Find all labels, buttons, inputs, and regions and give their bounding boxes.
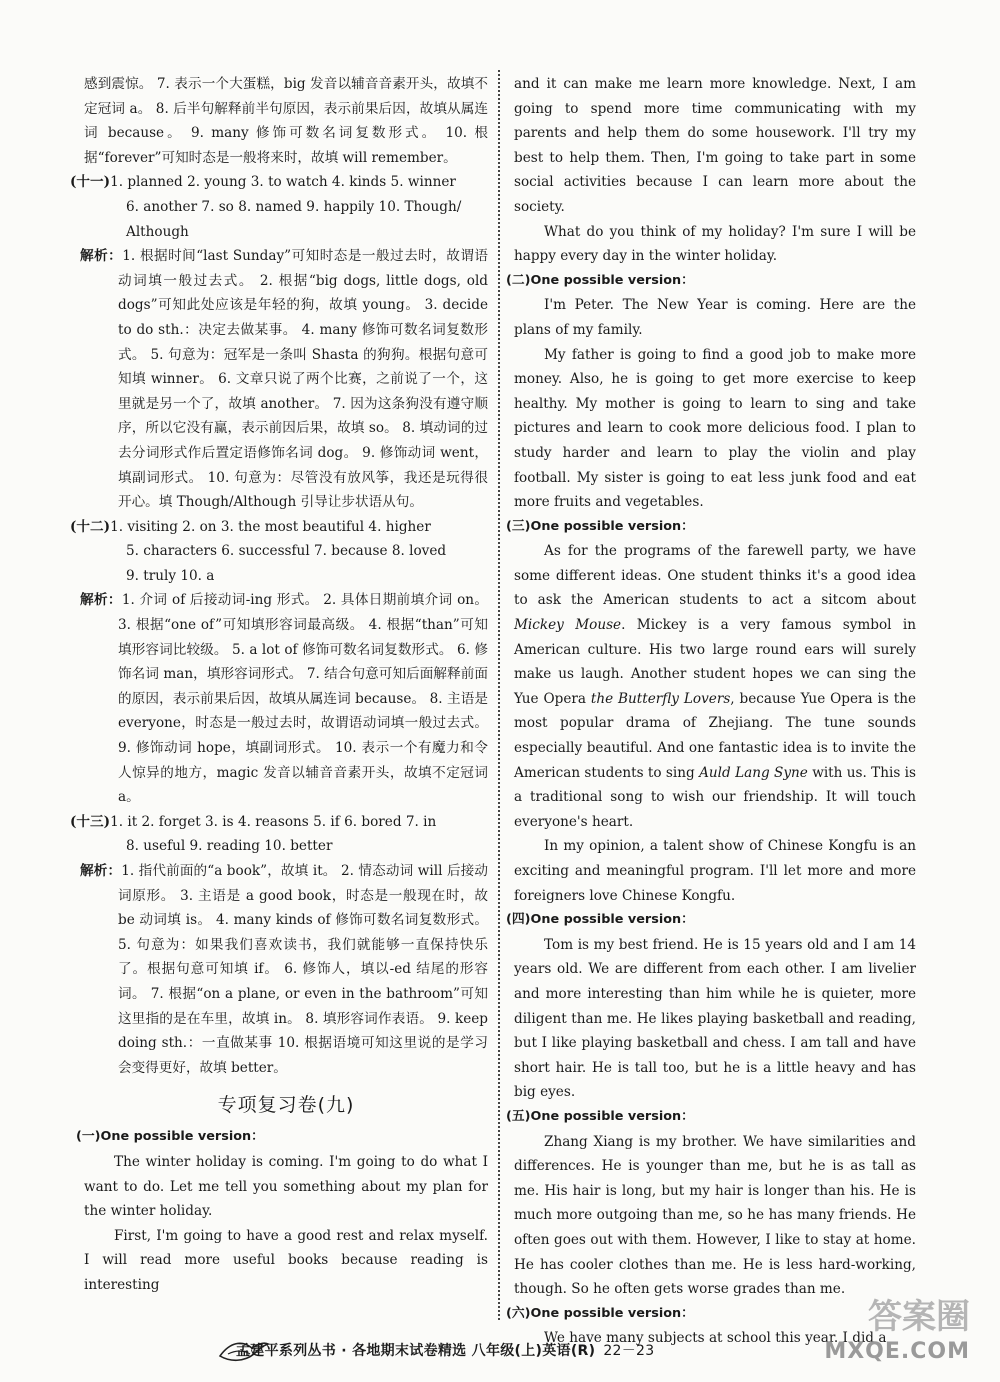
answer-set-label: (十二) (70, 518, 111, 535)
analysis-label: 解析： (80, 248, 123, 265)
essay-paragraph: We have many subjects at school this year. I did a (544, 1330, 887, 1347)
essay-heading-2: (二)One possible version： (506, 272, 694, 288)
essay-paragraph: and it can make me learn more knowledge. Next, I am going to spend more time communicating with my parents and help them do some housework. I'll try my best to help them. Then, I'm going to take part in some social activities because I can learn more about the society. (514, 76, 916, 215)
essay-heading-5: (五)One possible version： (506, 1108, 694, 1124)
answer-explanation-continued: 感到震惊。 7. 表示一个大蛋糕，big 发音以辅音音素开头，故填不定冠词 a。 8. 后半句解释前半句原因，表示前果后因，故填从属连词 because。 9. many 修饰可数名词复数形式。 10. 根据“forever”可知时态是一般将来时，故填 will remember。 (84, 76, 488, 166)
title-mickey-mouse: Mickey Mouse (514, 617, 622, 634)
answer-line: 8. useful 9. reading 10. better (126, 838, 333, 855)
essay-text: with us. This is a traditional song to wish our friendship. It will touch everyone's heart. (514, 764, 916, 830)
essay-paragraph: In my opinion, a talent show of Chinese Kongfu is an exciting and meaningful program. I'll let more and more foreigners love Chinese Kongfu. (514, 838, 916, 904)
answer-set-label: (十一) (70, 174, 111, 191)
answer-line: Although (126, 223, 189, 240)
analysis-12 (80, 588, 488, 809)
essay-paragraph: Zhang Xiang is my brother. We have similarities and differences. He is younger than me, but he is as tall as me. His hair is long, but my hair is longer than his. He is much more outgoing than me, so he has many friends. He often goes out with them. However, I like to stay at home. He has cooler clothes than me. He is less hard-working, though. So he often gets worse grades than me. (514, 1133, 916, 1298)
analysis-text: 1. 介词 of 后接动词-ing 形式。 2. 具体日期前填介词 on。 3. 根据“one of”可知填形容词最高级。 4. 根据“than”可知填形容词比较级。 5. a lot of 修饰可数名词复数形式。 6. 修饰名词 man，填形容词形式。 7. 结合句意可知后面解释前面的原因，表示前果后因，故填从属连词 because。 8. 主语是 everyone，时态是一般过去时，故谓语动词填一般过去式。 9. 修饰动词 hope，填副词形式。 10. 表示一个有魔力和令人惊异的地方，magic 发音以辅音音素开头，故填不定冠词 a。 (118, 592, 489, 806)
answer-set-13 (70, 810, 488, 835)
analysis-11 (80, 244, 488, 515)
title-auld-lang-syne: Auld Lang Syne (699, 764, 808, 781)
essay-text: , because Yue Opera is the most popular drama of Zhejiang. The tune sounds especially beautiful. And one fantastic idea is to invite the American students to sing (514, 690, 916, 781)
answer-line: 1. visiting 2. on 3. the most beautiful 4. higher (110, 518, 431, 535)
essay-paragraph: My father is going to find a good job to make more money. Also, he is going to get more exercise to keep healthy. My mother is going to learn to sing and take pictures and learn to cook more delicious food. I plan to study harder and learn to play the violin and play football. My sister is going to eat less junk food and eat more fruits and vegetables. (514, 346, 916, 511)
essay-paragraph: The winter holiday is coming. I'm going to do what I want to do. Let me tell you something about my plan for the winter holiday. (84, 1153, 488, 1220)
title-butterfly-lovers: the Butterfly Lovers (590, 690, 731, 707)
essay-paragraph: What do you think of my holiday? I'm sure I will be happy every day in the winter holiday. (514, 223, 916, 265)
analysis-label: 解析： (80, 592, 122, 609)
answer-set-12 (70, 515, 488, 540)
essay-heading-1: (一)One possible version： (76, 1129, 264, 1145)
essay-text: . Mickey is a very famous symbol in American culture. His two large round ears will surely make us laugh. Another student hopes we can sing the Yue Opera (514, 617, 916, 707)
watermark-logo: 答案圈 (868, 1297, 970, 1337)
footer-series: 孟建平系列丛书 · 各地期末试卷精选 八年级(上)英语(R) (236, 1343, 596, 1359)
essay-paragraph: Tom is my best friend. He is 15 years old and I am 14 years old. We are different from each other. I am livelier and more interesting than him while he is quieter, more diligent than me. He likes playing basketball and reading, but I like playing basketball and chess. I am tall and have short hair. He is tall too, but he is a little heavy and has big eyes. (514, 936, 916, 1101)
essay-heading-3: (三)One possible version： (506, 518, 694, 534)
answer-line: 6. another 7. so 8. named 9. happily 10. Though/ (126, 198, 462, 215)
page-number: 22－23 (603, 1343, 655, 1359)
analysis-text: 1. 指代前面的“a book”，故填 it。 2. 情态动词 will 后接动词原形。 3. 主语是 a good book，时态是一般现在时，故 be 动词填 is。 4. many kinds of 修饰可数名词复数形式。 5. 句意为：如果我们喜欢读书，我们就能够一直保持快乐了。根据句意可知填 if。 6. 修饰人，填以-ed 结尾的形容词。 7. 根据“on a plane, or even in the bathroom”可知这里指的是在车里，故填 in。 8. 填形容词作表语。 9. keep doing sth.：一直做某事 10. 根据语境可知这里说的是学习会变得更好，故填 better。 (118, 863, 488, 1076)
right-column (506, 72, 916, 1351)
essay-text: As for the programs of the farewell party, we have some different ideas. One student thinks it's a good idea to ask the American students to act a sitcom about (514, 543, 916, 609)
essay-paragraph: First, I'm going to have a good rest and relax myself. I will read more useful books because reading is interesting (84, 1227, 488, 1293)
analysis-label: 解析： (80, 863, 122, 879)
answer-line: 5. characters 6. successful 7. because 8. loved (126, 543, 447, 560)
answer-line: 1. it 2. forget 3. is 4. reasons 5. if 6. bored 7. in (110, 813, 437, 830)
answer-set-label: (十三) (70, 813, 111, 830)
analysis-13 (80, 859, 488, 1080)
answer-set-11 (70, 170, 488, 195)
answer-line: 1. planned 2. young 3. to watch 4. kinds 5. winner (110, 174, 456, 191)
essay-heading-6: (六)One possible version： (506, 1305, 694, 1321)
answer-line: 9. truly 10. a (126, 567, 215, 584)
essay-paragraph: I'm Peter. The New Year is coming. Here are the plans of my family. (514, 297, 916, 338)
essay-heading-4: (四)One possible version： (506, 912, 694, 928)
essay-paragraph (514, 539, 916, 834)
column-divider (498, 70, 500, 1320)
left-column (70, 72, 489, 1298)
analysis-text: 1. 根据时间“last Sunday”可知时态是一般过去时，故谓语动词填一般过去式。 2. 根据“big dogs, little dogs, old dogs”可知此处应该是年轻的狗，故填 young。 3. decide to do sth.：决定去做某事。 4. many 修饰可数名词复数形式。 5. 句意为：冠军是一条叫 Shasta 的狗狗。根据句意可知填 winner。 6. 文章只说了两个比赛，之前说了一个，这里就是另一个了，故填 another。 7. 因为这条狗没有遵守顺序，所以它没有赢，表示前因后果，故填 so。 8. 填动词的过去分词形式作后置定语修饰名词 dog。 9. 修饰动词 went，填副词形式。 10. 句意为：尽管没有放风筝，我还是玩得很开心。填 Though/Although 引导让步状语从句。 (118, 248, 489, 511)
watermark-text: MXQE.COM (824, 1339, 970, 1364)
section-title: 专项复习卷(九) (217, 1094, 355, 1117)
page-footer (236, 1340, 796, 1360)
